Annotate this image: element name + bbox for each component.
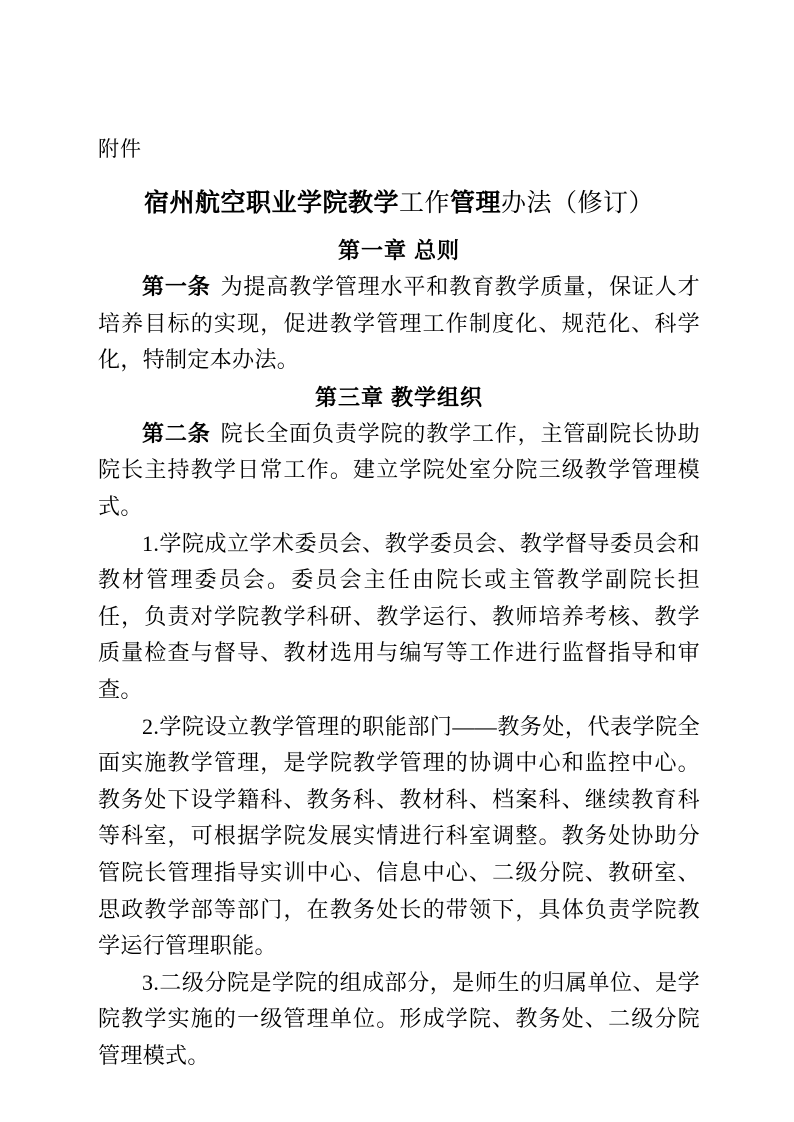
article-text-1: 为提高教学管理水平和教育教学质量，保证人才培养目标的实现，促进教学管理工作制度化、规范化、科学化，特制定本办法。 xyxy=(98,274,700,373)
title-segment-bold-1: 宿州航空职业学院教学 xyxy=(143,190,399,217)
chapter-heading-3: 第三章 教学组织 xyxy=(314,384,484,410)
numbered-item-2-text: 2.学院设立教学管理的职能部门——教务处，代表学院全面实施教学管理，是学院教学管理的协调中心和监控中心。教务处下设学籍科、教务科、教材科、档案科、继续教育科等科室，可根据学院发展实情进行科室调整。教务处协助分管院长管理指导实训中心、信息中心、二级分院、教研室、思政教学部等部门，在教务处长的带领下，具体负责学院教学运行管理职能。 xyxy=(98,713,700,959)
numbered-item-1 xyxy=(98,526,700,709)
title-segment-normal-2: 办法（修订） xyxy=(501,190,655,217)
chapter-heading-1: 第一章 总则 xyxy=(337,238,461,263)
numbered-item-3 xyxy=(98,965,700,1075)
numbered-item-3-text: 3.二级分院是学院的组成部分，是师生的归属单位、是学院教学实施的一级管理单位。形成学院、教务处、二级分院管理模式。 xyxy=(98,969,700,1068)
article-paragraph-2 xyxy=(98,416,700,526)
numbered-item-1-text: 1.学院成立学术委员会、教学委员会、教学督导委员会和教材管理委员会。委员会主任由院长或主管教学副院长担任，负责对学院教学科研、教学运行、教师培养考核、教学质量检查与督导、教材选用与编写等工作进行监督指导和审查。 xyxy=(98,530,700,702)
article-lead-1: 第一条 xyxy=(142,274,211,299)
attachment-label: 附件 xyxy=(98,138,142,161)
article-lead-2: 第二条 xyxy=(142,420,211,446)
article-paragraph-1 xyxy=(98,269,700,379)
title-segment-normal-1: 工作 xyxy=(398,190,450,217)
article-text-2: 院长全面负责学院的教学工作，主管副院长协助院长主持教学日常工作。建立学院处室分院三级教学管理模式。 xyxy=(98,420,700,519)
document-title xyxy=(98,189,700,219)
numbered-item-2 xyxy=(98,709,700,965)
title-segment-bold-2: 管理 xyxy=(450,190,502,217)
